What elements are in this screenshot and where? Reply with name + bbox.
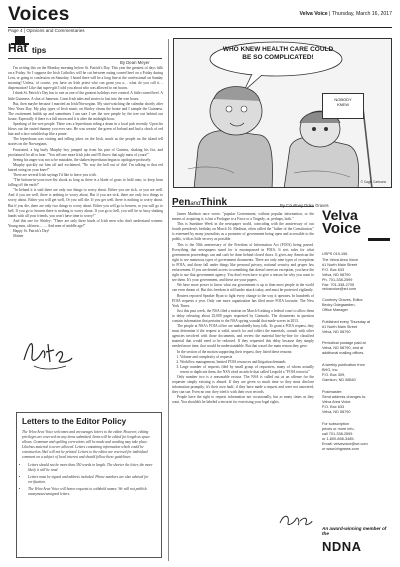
- sidebar-line: For subscription: [322, 422, 350, 426]
- article-paragraph: Murphy quickly cut him off and exclaimed, "No way the hell out of this! I'm talking to that red haired string on your knee!": [8, 162, 163, 172]
- weekly-block: [322, 363, 392, 383]
- letters-policy-rules: [22, 463, 156, 497]
- article-paragraph: This is Sunshine Week in the newspaper world, coinciding with the anniversary of our fourth president's birthday on March 16. Madison, often called the "father of the Constitution," is esteemed by many journalists as a promoter of government being open and accessible to the public, with as little secrecy as possible.: [172, 222, 314, 242]
- letters-policy-heading: Letters to the Editor Policy: [22, 417, 127, 426]
- reason-item: 1. Volume and complexity of requests: [180, 355, 314, 360]
- sidebar-line: or www.bhgnews.com: [322, 446, 359, 451]
- pub-name-2: Voice: [314, 11, 328, 17]
- article-paragraph: James Madison once wrote, "popular Government, without popular information, or the means of acquiring it, is but a Prologue to a Farce or a Tragedy, or, perhaps, both.": [172, 212, 314, 222]
- article-paragraph: In the section of the motion supporting their request, they listed these reasons:: [177, 349, 293, 354]
- article-paragraph: We have more power to know what our government is up to than most people in the world can even dream of. But this freedom is still under attack today, and must be protected vigilantly.: [172, 283, 314, 293]
- sidebar-line: velvavoice@srt.com: [322, 287, 357, 292]
- column-divider: [168, 39, 169, 561]
- publication-info: Velva Voice | Thursday, March 16, 2017: [299, 11, 392, 17]
- pen-and-think-article: [172, 212, 314, 508]
- cartoon-sign-line-1: NOBODY: [334, 97, 352, 102]
- publication-sidebar: [322, 208, 392, 564]
- sidebar-line: P.O. Box 633: [322, 404, 345, 409]
- pen-and-think-logo-pen: Pen: [172, 197, 191, 208]
- article-paragraph: Seeing his anger was not to be mistaken, the shaken leprechaun began to apologize profusely.: [13, 157, 151, 162]
- letters-policy-rule: • The Velva Area Voice will honor requests to withhold names. We will not publish anonymous/unsigned letters.: [28, 487, 156, 497]
- staff-block: [322, 298, 392, 313]
- article-paragraph: Just this past week, the NSA filed a motion on March 6 asking a federal court to allow them to delay releasing about 25,000 pages requested by Gizmodo. The documents in question contain information that pertains to the NSA spying scandal that made waves in 2013.: [172, 308, 314, 323]
- sidebar-line: BHG, Inc.: [322, 367, 339, 372]
- editorial-cartoon: [173, 38, 392, 188]
- sidebar-line: P.O. Box 633: [322, 267, 345, 272]
- velva-voice-logo-line-2: Voice: [322, 220, 361, 237]
- hat-tips-logo-hat: Hat: [8, 41, 28, 55]
- postage-block: [322, 341, 392, 356]
- section-title: Voices: [8, 4, 70, 25]
- hat-tips-logo: [8, 39, 108, 59]
- pen-and-think-logo-and: and: [190, 201, 201, 207]
- pen-and-think-logo-think: Think: [200, 197, 228, 208]
- sidebar-line: Send address changes to:: [322, 394, 367, 399]
- letters-policy-intro: The Velva Area Voice welcomes and encourages letters to the editor. However, editing privileges are reserved on any items submitted. Items will be edited for length as space allows. Grammar and spelling corrections will be made and wording may take place. Libelous material is never allowed. Letters containing information which could be construed as libel will not be printed. Letters to the editor are reserved for individual comment on a subject of local interest and should follow these guidelines:: [22, 430, 151, 459]
- sidebar-line: #1 North Main Street: [322, 262, 358, 267]
- postmaster-block: [322, 390, 392, 415]
- article-paragraph: People have the right to request information not occasionally, but as many times as they want. You shouldn't be labeled a terrorist for exercising your legal rights.: [172, 395, 314, 405]
- article-paragraph: Speaking of the wee people. There was a leprechaun riding a drum in a local pub recently. Upon his blows out the rusted dummy you ever saw. He was wearin' the green of Ireland and had a shock of red hair and a face wrinkled up like a prune.: [8, 122, 163, 137]
- reasons-list: [172, 355, 314, 375]
- article-paragraph: But, then maybe because I married an Irish/Norwegian. My start-watching the calendar shortly after New Years Day. My play types of Irish music on Shirley cleans the house and I sample the Guinness. The excitement builds up and sometimes I am sure I see the wee people by the tree out behind our house. Especially if there is a full moon and it is after the midnight hour.: [8, 101, 163, 121]
- sidebar-line: Published every Thursday at: [322, 320, 371, 324]
- sidebar-line: Fax: 701-338-2705: [322, 282, 355, 287]
- sidebar-line: Velva, ND 58790: [322, 272, 351, 277]
- article-paragraph: The leprechaun was visiting and telling jokes on the Irish, much as the people on the island tell stories on the Norwegians.: [8, 137, 163, 147]
- address-block: [322, 258, 392, 292]
- issue-date: Thursday, March 16, 2017: [331, 11, 392, 17]
- sidebar-line: Office Manager: [322, 307, 348, 312]
- hat-tips-byline: By Dean Meyer: [120, 60, 150, 65]
- article-paragraph: This is the 50th anniversary of the Freedom of Information Act (FOIA) being passed. Everything that newspapers stand for is encompassed in FOIA. It sets rules for what government proceedings can and can't be done behind closed doors. It gives any American the right to see numerous types of government documents. There are only nine types of exceptions to FOIA, and those fall under things like personal privacy, national security and proper law enforcement. If you are denied access to something that doesn't meet an exception, you have the right to sue that government agency. You don't even have to give a reason for why you want to see them. It's your government, and these are your papers.: [172, 242, 314, 283]
- columnist-signature: [278, 511, 314, 529]
- sidebar-line: The Velva Area Voice: [322, 258, 359, 262]
- published-block: [322, 320, 392, 335]
- cartoon-sign: [322, 93, 364, 119]
- sidebar-line: Periodical postage paid at: [322, 341, 366, 345]
- sidebar-line: P.O. Box 309,: [322, 372, 346, 377]
- sidebar-line: Ph. 701-338-2599: [322, 277, 353, 282]
- article-paragraph: Sláinte: [13, 234, 24, 239]
- sidebar-line: Becky Odegaarden,: [322, 302, 356, 307]
- pen-and-think-byline: By Courtney Duke Graves: [280, 203, 329, 208]
- usps-line: USPS 019-156: [322, 252, 348, 256]
- sidebar-line: Courtney Graves, Editor: [322, 298, 363, 302]
- sidebar-line: Velva, ND 58790: [322, 329, 351, 334]
- article-paragraph: The people at NSA's FOIA office are undoubtedly busy folk. To grant a FOIA request, they must determine if the request is valid, search for and collect the materials, consult with other agencies involved with those documents, and review the material line-by-line for classified material that would need to be redacted. If they requested this delay because they simply needed more time, that would be understandable. But that wasn't the main reason they gave.: [172, 324, 314, 349]
- hat-tips-logo-tips: tips: [32, 46, 47, 55]
- ndna-logo: NDNA: [322, 538, 362, 554]
- sidebar-line: Garrison, ND 58540: [322, 377, 356, 382]
- article-paragraph: And this one for Shirley: "There are only three kinds of Irish men who don't understand women: Young men, old men……. And men of middle age!": [8, 218, 163, 228]
- hat-tips-rule: [8, 58, 162, 59]
- sidebar-line: or 1-800-658-3485.: [322, 436, 355, 441]
- subscription-block: [322, 422, 392, 451]
- letters-policy-box: [16, 412, 162, 558]
- sidebar-line: call 701-338-2599: [322, 431, 353, 436]
- sidebar-line: Postmaster:: [322, 390, 343, 394]
- sidebar-line: additional mailing offices.: [322, 350, 365, 355]
- hat-tips-article: [8, 66, 163, 326]
- section-label: Opinions and Commentaries: [26, 28, 85, 33]
- author-signature: [20, 330, 75, 375]
- page-subhead: Page 4 | Opinions and Commentaries: [8, 28, 85, 33]
- sidebar-line: #1 North Main Street: [322, 324, 358, 329]
- article-paragraph: Reuters reported Speaker Ryan to fight every change to the way it operates. In hundreds of FOIA requests a year. Only one more organization has filed more FOIA lawsuits: The New York Times.: [172, 293, 314, 308]
- article-paragraph: "In Ireland it is said there are only two things to worry about. Either you are sick, or you are well. And if you are well, there is nothing to worry about. But if you are sick, there are only two things to worry about. Either you will get well, Or you will die. If you get well, there is nothing to worry about. But if you die, there are only two things to worry about. Either you will go to heaven, or you will go to hell. If you go to heaven there is nothing to worry about. If you go to hell, you will be so busy shaking hands with all your friends, you won't have time to worry!": [8, 188, 163, 218]
- page-label: Page 4: [8, 28, 23, 33]
- article-paragraph: Only number two is a reasonable excuse. The NSA is called out as an offense for the requester simply existing is absurd. If they are given so much time so they must disclose information promptly, it's their own fault; if they have made a request and were not answered, they can sue. Even no one, they tried it with their own records.: [172, 375, 314, 395]
- article-paragraph: Frustrated, a big burly Murphy boy jumped up from his pint of Guiness, shaking his fist, and proclaimed for all to hear: "You tell one more Irish joke and I'll throw that ugly mass of yours!": [8, 147, 163, 157]
- sidebar-line: Velva Area Voice: [322, 399, 351, 404]
- velva-voice-logo: [322, 208, 392, 248]
- sidebar-line: A weekly publication from: [322, 363, 365, 367]
- velva-voice-logo-line-1: Velva: [322, 207, 358, 223]
- letters-policy-rule: • Letters should not be more than 350 words in length. The shorter the letter, the more likely it will be read.: [28, 463, 156, 473]
- ndna-member-badge: [322, 526, 392, 560]
- pub-name: Velva: [299, 11, 313, 17]
- sidebar-line: Email: velvavoice@srt.com: [322, 441, 368, 446]
- award-text: An award-winning member of the: [322, 526, 387, 537]
- logo-bar: [368, 238, 390, 241]
- article-paragraph: I think St. Patrick's Day has to rate as one of the greatest holidays ever created. A little corned beef. A little Guinness. A shot of Jameson. Great Irish tales and stories to last into the wee hours.: [8, 91, 163, 101]
- cartoon-sign-line-2: KNEW: [337, 102, 349, 107]
- sidebar-line: Velva, ND 58790, and at: [322, 345, 364, 350]
- cartoon-speech: WHO KNEW HEALTH CARE COULD BE SO COMPLICATED!: [222, 46, 334, 61]
- reason-item: 2. Workflow management, limited FOIA resources and litigation demands: [180, 360, 314, 365]
- letters-policy-rule: • Letters must be signed and address included. Phone numbers are also advised for verification.: [28, 475, 156, 485]
- article-paragraph: "The bottom-in-your-own-fist shook as long as there is a blade of grass to hold onto, to keep from falling off the earth!": [8, 178, 163, 188]
- article-paragraph: I'm writing this on the Monday morning before St. Patrick's Day. This year the greatest of days falls on a Friday. So I suppose the Irish Catholics will be cut between eating corned beef on a Friday during Lent, or going to confession on Saturday. I heard there will be a long line at the confessional on Sunday morning! Unless, of course, you have an Irish priest who can grant you a… what do you call it… dispensation? Like that super-gift I told you about who was allowed to eat bacon.: [8, 66, 163, 91]
- article-paragraph: Happy St. Patrick's Day!: [13, 229, 50, 233]
- reason-item: 3. Large number of requests filed by small group of requesters, many of whom actually resent or duplicate them, the NSA cited an article that called Leopold a "FOIA terrorist": [180, 365, 314, 375]
- sidebar-line: Velva, ND 58790: [322, 409, 351, 414]
- sidebar-line: prices or more info,: [322, 426, 355, 431]
- article-paragraph: There are several Irish sayings I'd like to leave you with.: [13, 172, 97, 177]
- usps-number: [322, 252, 392, 257]
- cartoon-credit: © Cagle Cartoons: [360, 180, 386, 184]
